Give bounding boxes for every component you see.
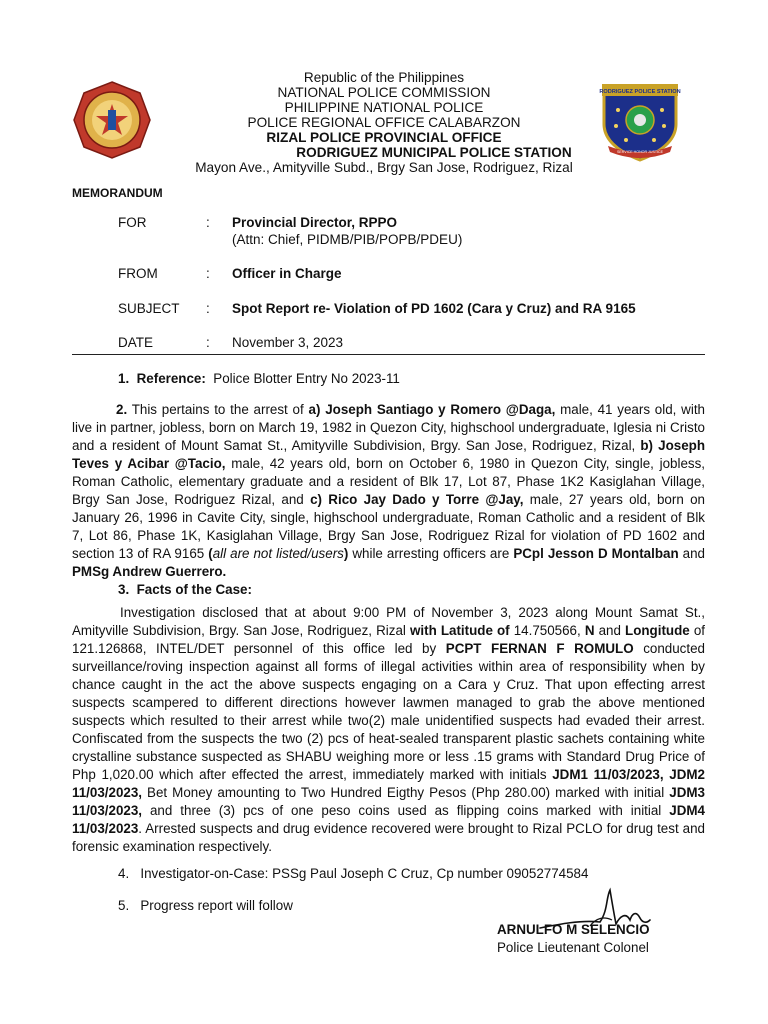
memo-colon: : — [206, 301, 210, 316]
signatory-rank: Police Lieutenant Colonel — [497, 940, 649, 955]
suspect-marker: b) — [640, 438, 654, 453]
facts-paragraph — [72, 604, 705, 856]
para-text: and — [594, 623, 626, 638]
memo-from-row — [118, 266, 342, 282]
suspect-name: Joseph Santiago y Romero @Daga, — [320, 402, 556, 417]
italic-note: all are not listed/users — [212, 546, 344, 561]
para-text: Bet Money amounting to Two Hundred Eigthy Pesos (Php 280.00) marked with initial — [142, 785, 670, 800]
memo-for-attn: (Attn: Chief, PIDMB/PIB/POPB/PDEU) — [232, 232, 463, 247]
item-number: 5. — [118, 898, 130, 913]
memo-subject-value: Spot Report re- Violation of PD 1602 (Cara y Cruz) and RA 9165 — [232, 301, 636, 316]
memo-colon: : — [206, 215, 210, 230]
memo-from-label: FROM — [118, 266, 158, 281]
para-text: conducted surveillance/roving inspection against all forms of illegal activities within area of responsibility when by chance caught in the act the above suspects engaging on a Cara y Cruz. That upon effecting arrest suspects scampered to different directions however lawmen managed to grab the above mentioned suspects which resulted to their arrest while two(2) male unidentified suspects had evaded their arrest. Confiscated from the suspects the two (2) pcs of heat-sealed transparent plastic sachets containing white crystalline substance suspected as SHABU weighing more or less .15 grams with Standard Drug Price of Php 1,020.00 which after effected the arrest, immediately marked with initials — [72, 641, 705, 782]
para-text: male, 42 years old, born on October 6, 1980 in Quezon City, single, jobless, Roman Catholic, elementary graduate and a resident of Blk 17, Lot 87, Phase 1K2 Kasiglahan Village, Brgy San Jose, Rodriguez Rizal, and — [72, 456, 705, 507]
para-number: 2. — [116, 402, 128, 417]
badge-ribbon-text: SERVICE HONOR JUSTICE — [616, 150, 664, 154]
reference-value: Police Blotter Entry No 2023-11 — [213, 371, 400, 386]
memo-for-label: FOR — [118, 215, 147, 230]
arrest-paragraph — [72, 401, 705, 581]
para-text: INTEL/DET personnel of this office led by — [146, 641, 446, 656]
header-municipal-station: RODRIGUEZ MUNICIPAL POLICE STATION — [296, 145, 572, 160]
longitude-label: Longitude — [625, 623, 690, 638]
para-text: . Arrested suspects and drug evidence recovered were brought to Rizal PCLO for drug test and forensic examination respectively. — [72, 821, 705, 854]
evidence-marking: JDM1 11/03/2023, — [552, 767, 664, 782]
item-number: 4. — [118, 866, 130, 881]
memo-for-value: Provincial Director, RPPO — [232, 215, 398, 230]
header-pnp: PHILIPPINE NATIONAL POLICE — [284, 100, 484, 115]
suspect-marker: a) — [308, 402, 321, 417]
para-text: while arresting officers are — [348, 546, 514, 561]
memo-colon: : — [206, 266, 210, 281]
progress-line — [118, 898, 293, 914]
memo-date-value: November 3, 2023 — [232, 335, 344, 350]
memo-for-row — [118, 215, 397, 231]
suspect-marker: c) — [310, 492, 322, 507]
memo-colon: : — [206, 335, 210, 350]
progress-text: Progress report will follow — [140, 898, 293, 913]
header-republic: Republic of the Philippines — [303, 70, 465, 85]
para-text: and three (3) pcs of one peso coins used as flipping coins marked with initial — [142, 803, 670, 818]
para-text: male, 27 years old, born on January 26, 1996 in Cavite City, single, highschool undergraduate, Roman Catholic and a resident of Blk 7, Lot 86, Phase 1K, Kasiglahan Village, Brgy San Jose, Rodriguez Rizal for violation of PD 1602 and section 13 of RA 9165 — [72, 492, 705, 561]
paren: ( — [208, 546, 213, 561]
paren: ) — [343, 546, 349, 561]
evidence-marking: JDM3 11/03/2023, — [72, 785, 705, 818]
badge-banner-text: RODRIGUEZ POLICE STATION — [599, 89, 681, 95]
reference-label: Reference: — [136, 371, 206, 386]
suspect-name: Rico Jay Dado y Torre @Jay, — [322, 492, 524, 507]
memo-from-value: Officer in Charge — [232, 266, 342, 281]
memo-date-row — [118, 335, 343, 351]
facts-heading — [118, 582, 252, 598]
memo-title: MEMORANDUM — [72, 186, 163, 200]
reference-line — [118, 371, 400, 387]
para-text: and — [678, 546, 705, 561]
memo-date-label: DATE — [118, 335, 154, 350]
facts-number: 3. — [118, 582, 130, 597]
header-provincial-office: RIZAL POLICE PROVINCIAL OFFICE — [266, 130, 502, 145]
header-address: Mayon Ave., Amityville Subd., Brgy San Jose, Rodriguez, Rizal — [195, 160, 573, 175]
team-leader-name: PCPT FERNAN F ROMULO — [445, 641, 634, 656]
para-text: male, 41 years old, with live in partner, jobless, born on March 19, 1982 in Quezon City, highschool undergraduate, Iglesia ni Cristo and a resident of Mount Samat St., Amityville Subdivision, Brgy. San Jose, Rodriguez, Rizal, — [72, 402, 705, 453]
evidence-marking: JDM4 11/03/2023 — [72, 803, 705, 836]
memo-subject-label: SUBJECT — [118, 301, 180, 316]
officer-name: PCpl Jesson D Montalban — [513, 546, 679, 561]
officer-name: PMSg Andrew Guerrero. — [72, 564, 227, 579]
reference-number: 1. — [118, 371, 130, 386]
facts-heading-text: Facts of the Case: — [136, 582, 252, 597]
evidence-marking: JDM2 11/03/2023, — [72, 767, 705, 800]
para-text: Investigation disclosed that at about 9:00 PM of November 3, 2023 along Mount Samat St., Amityville Subdivision, Brgy. San Jose, Rodriguez, Rizal — [72, 605, 705, 638]
latitude-hemisphere: N — [584, 623, 595, 638]
longitude-value: of 121.126868, — [72, 623, 705, 656]
para-text: This pertains to the arrest of — [127, 402, 309, 417]
latitude-value: 14.750566, — [509, 623, 585, 638]
memo-subject-row — [118, 301, 636, 317]
header-divider — [72, 354, 705, 355]
suspect-name: Joseph Teves y Acibar @Tacio, — [72, 438, 705, 471]
header-regional-office: POLICE REGIONAL OFFICE CALABARZON — [247, 115, 521, 130]
signatory-name: ARNULFO M SELENCIO — [497, 922, 650, 937]
header-napolcom: NATIONAL POLICE COMMISSION — [277, 85, 491, 100]
latitude-label: with Latitude of — [409, 623, 510, 638]
investigator-text: Investigator-on-Case: PSSg Paul Joseph C Cruz, Cp number 09052774584 — [140, 866, 589, 881]
